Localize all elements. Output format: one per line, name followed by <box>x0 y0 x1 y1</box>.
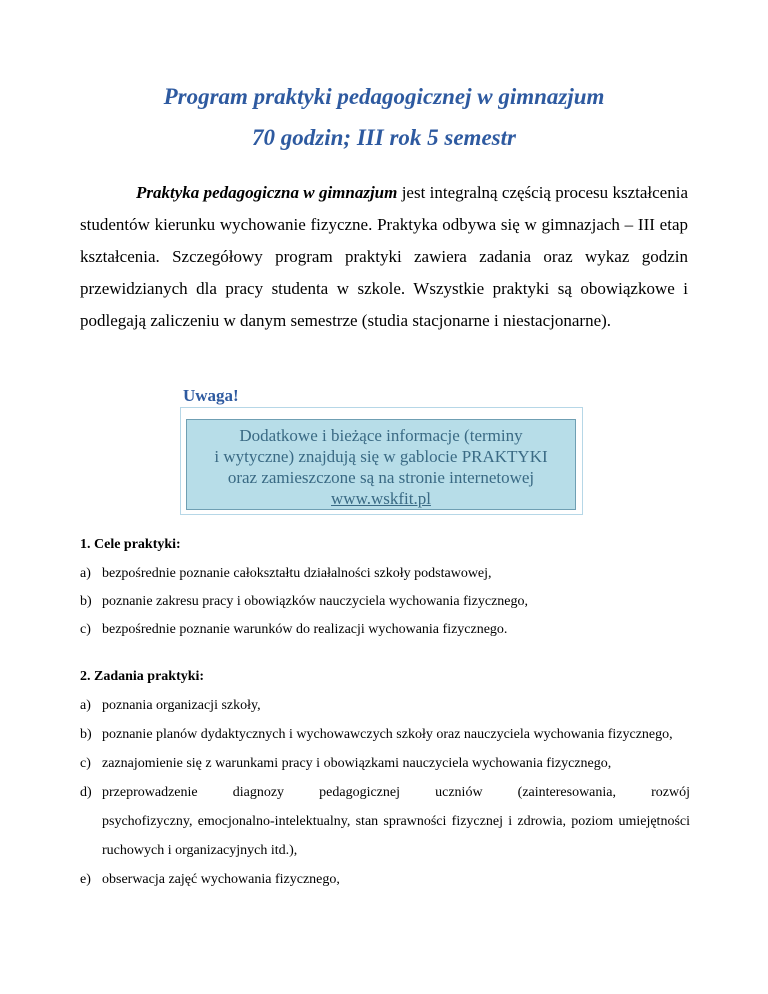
list-item: a) poznania organizacji szkoły, <box>80 698 261 713</box>
section-2-heading: 2. Zadania praktyki: <box>80 669 205 684</box>
list-item: c) bezpośrednie poznanie warunków do realizacji wychowania fizycznego. <box>80 622 508 637</box>
notice-line-3: oraz zamieszczone są na stronie internetowej <box>227 468 535 487</box>
notice-line-1: Dodatkowe i bieżące informacje (terminy <box>239 426 523 445</box>
document-subtitle: 70 godzin; III rok 5 semestr <box>252 125 516 150</box>
intro-paragraph <box>80 177 688 337</box>
list-item: a) bezpośrednie poznanie całokształtu działalności szkoły podstawowej, <box>80 566 492 581</box>
list-item: d) przeprowadzenie diagnozy pedagogicznej uczniów (zainteresowania, rozwój psychofizyczny, emocjonalno-intelektualny, stan sprawności fizycznej i zdrowia, poziom umiejętności ruchowych i organizacyjnych itd.), <box>80 785 690 858</box>
intro-lead: Praktyka pedagogiczna w gimnazjum <box>136 183 398 202</box>
section-1-heading: 1. Cele praktyki: <box>80 537 181 552</box>
notice-website-link[interactable]: www.wskfit.pl <box>331 489 431 508</box>
section-2-list <box>80 691 690 894</box>
list-item: b) poznanie zakresu pracy i obowiązków nauczyciela wychowania fizycznego, <box>80 594 529 609</box>
list-item: c) zaznajomienie się z warunkami pracy i obowiązkami nauczyciela wychowania fizycznego, <box>80 756 612 771</box>
section-1-list <box>80 560 690 644</box>
list-item: e) obserwacja zajęć wychowania fizycznego, <box>80 872 340 887</box>
notice-line-2: i wytyczne) znajdują się w gablocie PRAKTYKI <box>214 447 548 466</box>
notice-label: Uwaga! <box>183 386 239 405</box>
intro-text: jest integralną częścią procesu kształcenia studentów kierunku wychowanie fizyczne. Praktyka odbywa się w gimnazjach – III etap kształcenia. Szczegółowy program praktyki zawiera zadania oraz wykaz godzin przewidzianych dla pracy studenta w szkole. Wszystkie praktyki są obowiązkowe i podlegają zaliczeniu w danym semestrze (studia stacjonarne i niestacjonarne). <box>80 183 688 330</box>
notice-box <box>186 419 576 510</box>
document-title: Program praktyki pedagogicznej w gimnazjum <box>163 84 605 109</box>
list-item: b) poznanie planów dydaktycznych i wychowawczych szkoły oraz nauczyciela wychowania fizycznego, <box>80 727 673 742</box>
